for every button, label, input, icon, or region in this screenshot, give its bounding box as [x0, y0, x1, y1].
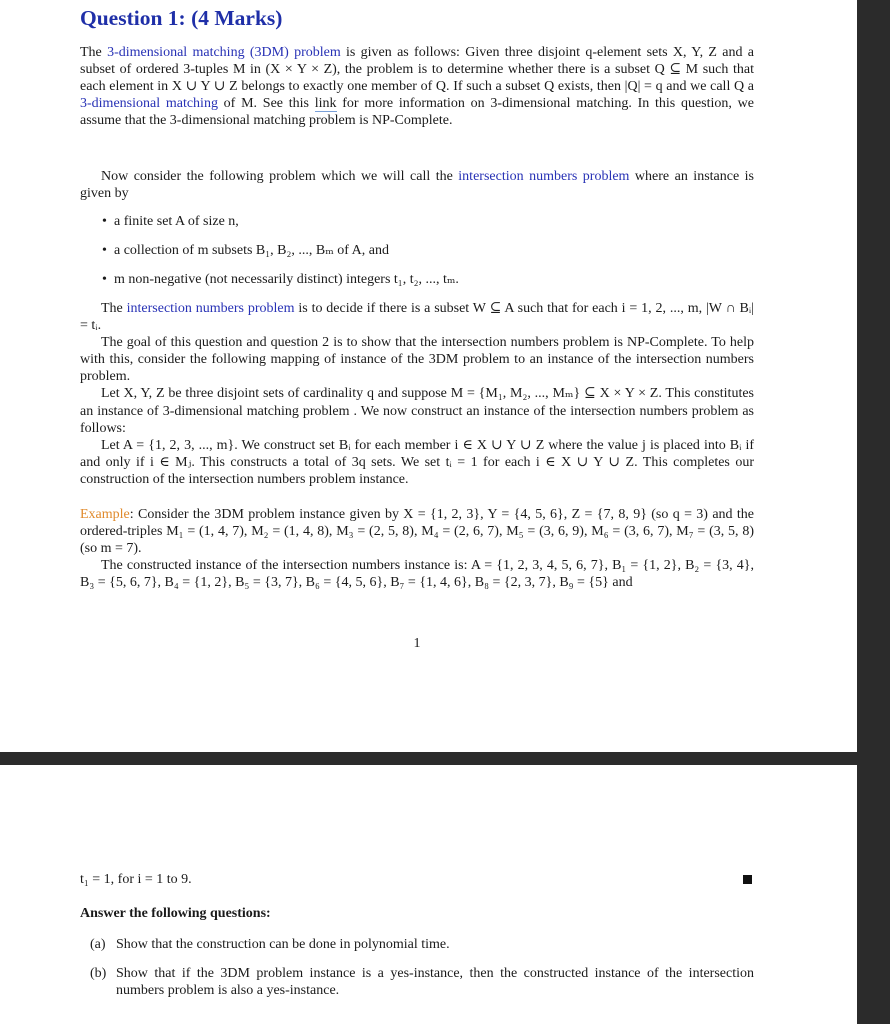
- item-text-b: Show that if the 3DM problem instance is a yes-instance, then the constructed instance of the intersection numbers problem is also a yes-instance.: [116, 966, 754, 999]
- list-item: • a finite set A of size n,: [101, 213, 754, 242]
- page-number: 1: [413, 636, 421, 651]
- list-item: [80, 936, 754, 965]
- constructed-instance-paragraph: The constructed instance of the intersection numbers instance is: A = {1, 2, 3, 4, 5, 6, 7}, B₁ = {1, 2}, B₂ = {3, 4}, B₃ = {5, 6, 7}, B₄ = {1, 2}, B₅ = {3, 7}, B₆ = {4, 5, 6}, B₇ = {1, 4, 6}, B₈ = {2, 3, 7}, B₉ = {5} and: [80, 558, 754, 591]
- list-item: • a collection of m subsets B₁, B₂, ..., Bₘ of A, and: [101, 242, 754, 271]
- intro-paragraph: The 3-dimensional matching (3DM) problem is given as follows: Given three disjoint q-element sets X, Y, Z and a subset of ordered 3-tuples M in (X × Y × Z), the problem is to determine whether there is a subset Q ⊆ M such that each element in X ∪ Y ∪ Z belongs to exactly one member of Q. If such a subset Q exists, then |Q| = q and we call Q a 3-dimensional matching of M. See this link for more information on 3-dimensional matching. In this question, we assume that the 3-dimensional matching problem is NP-Complete.: [80, 45, 755, 129]
- instance-bullet-list: [101, 213, 754, 300]
- continuation-line: t₁ = 1, for i = 1 to 9.: [80, 872, 192, 887]
- example-block: Example: Consider the 3DM problem instance given by X = {1, 2, 3}, Y = {4, 5, 6}, Z = {7, 8, 9} (so q = 3) and the ordered-triples M₁ = (1, 4, 7), M₂ = (1, 4, 8), M₃ = (2, 5, 8), M₄ = (2, 6, 7), M₅ = (3, 6, 9), M₆ = (3, 6, 7), M₇ = (3, 5, 8) (so m = 7). The constructed instance of the intersection numbers instance is: A = {1, 2, 3, 4, 5, 6, 7}, B₁ = {1, 2}, B₂ = {3, 4}, B₃ = {5, 6, 7}, B₄ = {1, 2}, B₅ = {3, 7}, B₆ = {4, 5, 6}, B₇ = {1, 4, 6}, B₈ = {2, 3, 7}, B₉ = {5} and: [80, 507, 754, 591]
- list-item: • m non-negative (not necessarily distinct) integers t₁, t₂, ..., tₘ.: [101, 271, 754, 300]
- item-label-a: (a): [90, 937, 106, 952]
- example-label: Example: [80, 507, 130, 522]
- body-paragraphs: The intersection numbers problem is to decide if there is a subset W ⊆ A such that for each i = 1, 2, ..., m, |W ∩ Bᵢ| = tᵢ. The goal of this question and question 2 is to show that the intersection numbers problem is NP-Complete. To help with this, consider the following mapping of instance of the 3DM problem to an instance of the intersection numbers problem. Let X, Y, Z be three disjoint sets of cardinality q and suppose M = {M₁, M₂, ..., Mₘ} ⊆ X × Y × Z. This constitutes an instance of 3-dimensional matching problem . We now construct an instance of the intersection numbers problem as follows: Let A = {1, 2, 3, ..., m}. We construct set Bᵢ for each member i ∈ X ∪ Y ∪ Z where the value j is placed into Bᵢ if and only if i ∈ Mⱼ. This constructs a total of 3q sets. We set tᵢ = 1 for each i ∈ X ∪ Y ∪ Z. This completes our construction of the intersection numbers problem instance.: [80, 301, 754, 487]
- list-item: [80, 965, 754, 999]
- 3d-matching-link[interactable]: 3-dimensional matching: [80, 96, 218, 112]
- info-link[interactable]: link: [314, 96, 337, 112]
- item-text-a: Show that the construction can be done in polynomial time.: [116, 937, 450, 952]
- intersection-numbers-link[interactable]: intersection numbers problem: [458, 169, 630, 184]
- 3dm-problem-link[interactable]: 3-dimensional matching (3DM) problem: [107, 45, 341, 60]
- intersection-numbers-link-2[interactable]: intersection numbers problem: [126, 301, 295, 316]
- construction-paragraph: Let A = {1, 2, 3, ..., m}. We construct set Bᵢ for each member i ∈ X ∪ Y ∪ Z where the value j is placed into Bᵢ if and only if i ∈ Mⱼ. This constructs a total of 3q sets. We set tᵢ = 1 for each i ∈ X ∪ Y ∪ Z. This completes our construction of the intersection numbers problem instance.: [80, 437, 754, 487]
- qed-symbol: [743, 875, 752, 884]
- answer-heading: Answer the following questions:: [80, 906, 271, 921]
- page-2: [0, 765, 857, 1024]
- question-items: [80, 936, 754, 999]
- goal-paragraph: The goal of this question and question 2 is to show that the intersection numbers problem is NP-Complete. To help with this, consider the following mapping of instance of the 3DM problem to an instance of the intersection numbers problem.: [80, 335, 754, 385]
- viewer-scrollbar[interactable]: [857, 0, 890, 1024]
- construction-setup-paragraph: Let X, Y, Z be three disjoint sets of cardinality q and suppose M = {M₁, M₂, ..., Mₘ} ⊆ X × Y × Z. This constitutes an instance of 3-dimensional matching problem . We now construct an instance of the intersection numbers problem as follows:: [80, 386, 754, 436]
- problem-definition-paragraph: Now consider the following problem which we will call the intersection numbers problem where an instance is given by: [80, 169, 754, 202]
- question-heading: Question 1: (4 Marks): [80, 6, 283, 30]
- item-label-b: (b): [90, 966, 107, 981]
